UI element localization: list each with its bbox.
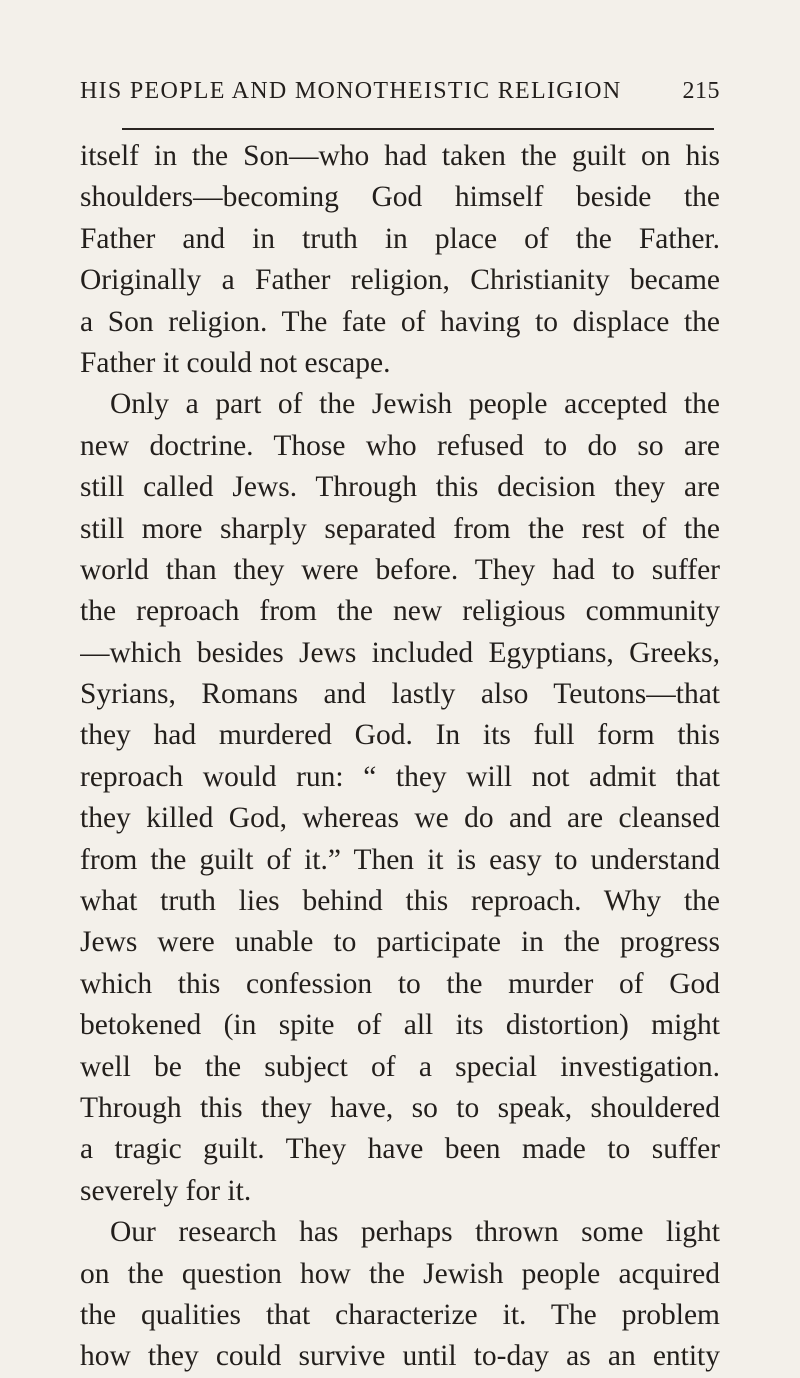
page-number: 215 [682, 78, 720, 104]
text-line: —which besides Jews included Egyptians, Greeks, [80, 636, 720, 669]
paragraph [80, 1212, 720, 1378]
text-line: still called Jews. Through this decision they are [80, 471, 720, 504]
text-line: from the guilt of it.” Then it is easy to understand [80, 843, 720, 876]
text-line: they killed God, whereas we do and are cleansed [80, 802, 720, 835]
text-line: betokened (in spite of all its distortion) might [80, 1009, 720, 1042]
paragraph [80, 136, 720, 384]
text-line: still more sharply separated from the rest of the [80, 512, 720, 545]
text-line: Syrians, Romans and lastly also Teutons—that [80, 678, 720, 711]
text-line: which this confession to the murder of God [80, 967, 720, 1000]
header-rule [122, 128, 714, 130]
text-line: new doctrine. Those who refused to do so are [80, 429, 720, 462]
paragraph [80, 384, 720, 1212]
text-line: what truth lies behind this reproach. Why the [80, 885, 720, 918]
text-line: shoulders—becoming God himself beside the [80, 181, 720, 214]
text-line: the qualities that characterize it. The problem [80, 1298, 720, 1331]
text-line: Only a part of the Jewish people accepted the [110, 388, 720, 421]
text-line: Father it could not escape. [80, 346, 391, 379]
text-line: world than they were before. They had to suffer [80, 553, 720, 586]
text-line: reproach would run: “ they will not admit that [80, 760, 720, 793]
text-line: Father and in truth in place of the Father. [80, 222, 720, 255]
text-line: Originally a Father religion, Christianity became [80, 264, 720, 297]
text-line: how they could survive until to-day as an entity [80, 1340, 720, 1373]
text-line: Our research has perhaps thrown some light [110, 1216, 720, 1249]
text-line: they had murdered God. In its full form this [80, 719, 720, 752]
text-line: a Son religion. The fate of having to displace the [80, 305, 720, 338]
text-line: on the question how the Jewish people acquired [80, 1257, 720, 1290]
text-line: the reproach from the new religious community [80, 595, 720, 628]
running-head [80, 78, 720, 105]
text-line: severely for it. [80, 1174, 252, 1207]
text-line: Through this they have, so to speak, shouldered [80, 1091, 720, 1124]
text-line: itself in the Son—who had taken the guilt on his [80, 140, 720, 172]
text-line: well be the subject of a special investigation. [80, 1050, 720, 1083]
running-head-title: HIS PEOPLE AND MONOTHEISTIC RELIGION [80, 78, 622, 104]
body-text [80, 136, 720, 1378]
text-line: Jews were unable to participate in the progress [80, 926, 720, 959]
text-line: a tragic guilt. They have been made to suffer [80, 1133, 720, 1166]
